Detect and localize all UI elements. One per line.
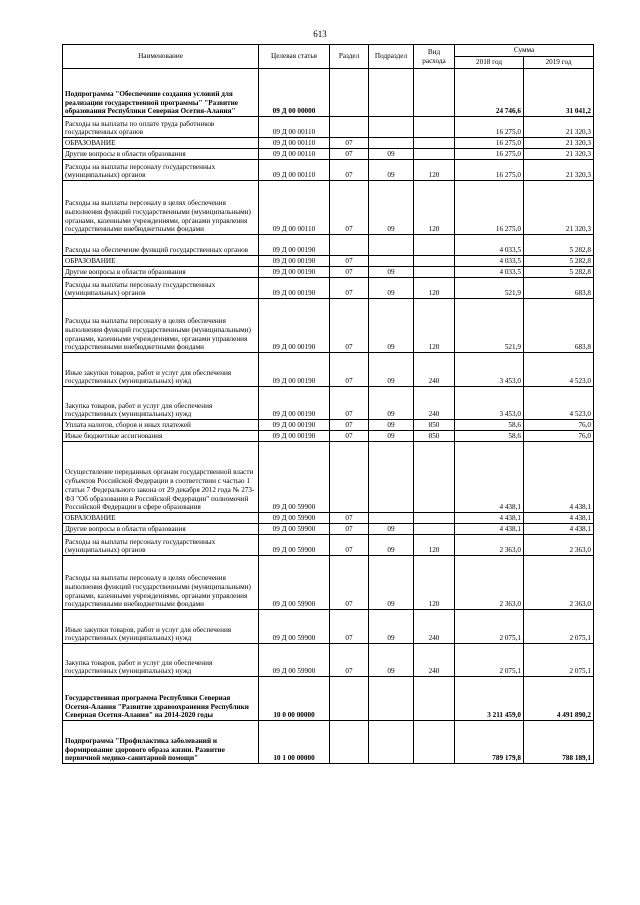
table-row [63,420,594,431]
row-target-code: 09 Д 00 59900 [259,644,330,677]
header-name: Наименование [63,45,259,69]
row-name: ОБРАЗОВАНИЕ [63,513,259,524]
row-sum-2018: 3 211 459,0 [455,677,524,721]
table-row [63,721,594,764]
row-target-code: 09 Д 00 00190 [259,267,330,278]
header-expense-type: Вид расхода [414,45,455,69]
row-target-code: 09 Д 00 00190 [259,420,330,431]
row-section: 07 [330,138,369,149]
row-expense-type: 240 [414,644,455,677]
row-section: 07 [330,160,369,181]
row-sum-2018: 4 033,5 [455,267,524,278]
row-expense-type: 120 [414,160,455,181]
row-sum-2018: 4 438,1 [455,442,524,513]
row-sum-2019: 4 438,1 [524,513,594,524]
row-sum-2019: 31 041,2 [524,69,594,117]
row-expense-type: 850 [414,431,455,442]
row-section: 07 [330,610,369,644]
table-row [63,160,594,181]
row-name: Расходы на выплаты персоналу государственных (муниципальных) органов [63,535,259,556]
page-number: 613 [313,29,327,39]
row-name: Расходы на обеспечение функций государственных органов [63,235,259,256]
row-sum-2018: 16 275,0 [455,138,524,149]
row-name: Подпрограмма "Обеспечение создания условий для реализации государственной программы" "Развитие образования Республики Северная Осетия-Алания" [63,69,259,117]
row-sum-2018: 521,9 [455,299,524,353]
row-name: Расходы на выплаты персоналу в целях обеспечения выполнения функций государственными (муниципальными) органами, казенными учреждениями, органами управления государственными внебюджетными фондами [63,556,259,610]
row-name: ОБРАЗОВАНИЕ [63,256,259,267]
row-target-code: 09 Д 00 00110 [259,181,330,235]
row-sum-2019: 21 320,3 [524,181,594,235]
row-subsection [369,513,414,524]
row-sum-2018: 2 075,1 [455,644,524,677]
row-target-code: 09 Д 00 59900 [259,610,330,644]
row-name: Осуществление переданных органам государственной власти субъектов Российской Федерации в соответствии с частью 1 статьи 7 Федерального закона от 29 декабря 2012 года № 273-ФЗ "Об образовании в Российской Федерации" полномочий Российской Федерации в сфере образования [63,442,259,513]
row-section [330,69,369,117]
row-target-code: 09 Д 00 00190 [259,235,330,256]
row-sum-2019: 5 282,8 [524,256,594,267]
header-2019: 2019 год [524,57,594,69]
row-sum-2018: 16 275,0 [455,149,524,160]
row-sum-2019: 4 523,0 [524,353,594,387]
row-section: 07 [330,181,369,235]
header-subsection: Подраздел [369,45,414,69]
row-expense-type [414,149,455,160]
row-subsection: 09 [369,644,414,677]
row-target-code: 10 1 00 00000 [259,721,330,764]
row-sum-2018: 16 275,0 [455,160,524,181]
row-expense-type [414,721,455,764]
row-target-code: 09 Д 00 00190 [259,387,330,420]
row-sum-2018: 521,9 [455,278,524,299]
row-section: 07 [330,299,369,353]
header-section: Раздел [330,45,369,69]
row-section [330,235,369,256]
row-name: Расходы на выплаты персоналу государственных (муниципальных) органов [63,278,259,299]
row-name: Закупка товаров, работ и услуг для обеспечения государственных (муниципальных) нужд [63,387,259,420]
table-row [63,267,594,278]
row-target-code: 09 Д 00 00190 [259,278,330,299]
table-row [63,535,594,556]
table-row [63,256,594,267]
row-name: Закупка товаров, работ и услуг для обеспечения государственных (муниципальных) нужд [63,644,259,677]
row-sum-2019: 76,0 [524,420,594,431]
row-sum-2018: 4 033,5 [455,256,524,267]
row-section: 07 [330,431,369,442]
row-expense-type [414,267,455,278]
row-subsection: 09 [369,524,414,535]
row-expense-type [414,677,455,721]
row-name: Другие вопросы в области образования [63,524,259,535]
row-target-code: 09 Д 00 59900 [259,524,330,535]
row-section: 07 [330,513,369,524]
row-sum-2018: 4 033,5 [455,235,524,256]
row-subsection: 09 [369,181,414,235]
row-sum-2018: 3 453,0 [455,387,524,420]
row-name: Иные закупки товаров, работ и услуг для обеспечения государственных (муниципальных) нужд [63,353,259,387]
table-row [63,149,594,160]
row-target-code: 09 Д 00 00110 [259,160,330,181]
row-target-code: 09 Д 00 00110 [259,117,330,138]
row-name: Расходы на выплаты персоналу в целях обеспечения выполнения функций государственными (муниципальными) органами, казенными учреждениями, органами управления государственными внебюджетными фондами [63,299,259,353]
row-expense-type [414,69,455,117]
row-name: Иные закупки товаров, работ и услуг для обеспечения государственных (муниципальных) нужд [63,610,259,644]
table-row [63,278,594,299]
row-expense-type: 240 [414,387,455,420]
row-section [330,442,369,513]
row-name: Другие вопросы в области образования [63,267,259,278]
row-sum-2019: 21 320,3 [524,138,594,149]
row-target-code: 09 Д 00 00110 [259,149,330,160]
row-sum-2018: 2 363,0 [455,556,524,610]
table-row [63,117,594,138]
row-name: ОБРАЗОВАНИЕ [63,138,259,149]
row-target-code: 09 Д 00 59900 [259,513,330,524]
row-sum-2019: 76,0 [524,431,594,442]
row-subsection: 09 [369,610,414,644]
row-sum-2018: 16 275,0 [455,117,524,138]
row-target-code: 09 Д 00 00110 [259,138,330,149]
row-sum-2019: 5 282,8 [524,235,594,256]
row-sum-2019: 2 363,0 [524,556,594,610]
table-row [63,677,594,721]
row-sum-2019: 683,8 [524,278,594,299]
row-sum-2018: 58,6 [455,420,524,431]
row-subsection [369,69,414,117]
row-subsection [369,117,414,138]
table-row [63,69,594,117]
row-subsection: 09 [369,267,414,278]
row-target-code: 09 Д 00 59900 [259,442,330,513]
row-sum-2019: 21 320,3 [524,160,594,181]
table-row [63,644,594,677]
row-sum-2019: 4 438,1 [524,442,594,513]
row-expense-type [414,442,455,513]
row-sum-2019: 2 075,1 [524,644,594,677]
row-section: 07 [330,278,369,299]
row-target-code: 09 Д 00 00000 [259,69,330,117]
row-target-code: 10 0 00 00000 [259,677,330,721]
header-sum: Сумма [455,45,594,57]
row-section: 07 [330,353,369,387]
table-row [63,138,594,149]
header-target: Целевая статья [259,45,330,69]
row-sum-2018: 4 438,1 [455,513,524,524]
row-section [330,721,369,764]
row-section: 07 [330,524,369,535]
row-expense-type [414,235,455,256]
row-expense-type [414,138,455,149]
row-subsection: 09 [369,278,414,299]
row-sum-2019: 2 075,1 [524,610,594,644]
row-name: Государственная программа Республики Северная Осетия-Алания "Развитие здравоохранения Республики Северная Осетия-Алания" на 2014-2020 годы [63,677,259,721]
row-subsection: 09 [369,431,414,442]
table-row [63,387,594,420]
row-sum-2019: 5 282,8 [524,267,594,278]
row-name: Подпрограмма "Профилактика заболеваний и формирование здорового образа жизни. Развитие первичной медико-санитарной помощи" [63,721,259,764]
row-expense-type: 850 [414,420,455,431]
row-subsection: 09 [369,420,414,431]
row-subsection [369,138,414,149]
row-section: 07 [330,149,369,160]
row-sum-2018: 2 075,1 [455,610,524,644]
row-name: Уплата налогов, сборов и иных платежей [63,420,259,431]
row-expense-type: 120 [414,535,455,556]
row-section [330,117,369,138]
row-expense-type: 120 [414,278,455,299]
row-section: 07 [330,535,369,556]
table-row [63,442,594,513]
row-subsection: 09 [369,535,414,556]
row-expense-type [414,256,455,267]
table-row [63,181,594,235]
table-row [63,556,594,610]
row-subsection: 09 [369,387,414,420]
table-row [63,610,594,644]
row-target-code: 09 Д 00 59900 [259,556,330,610]
row-sum-2018: 3 453,0 [455,353,524,387]
row-subsection [369,721,414,764]
row-sum-2019: 2 363,0 [524,535,594,556]
row-subsection: 09 [369,353,414,387]
row-expense-type [414,117,455,138]
row-section: 07 [330,256,369,267]
row-sum-2019: 683,8 [524,299,594,353]
row-target-code: 09 Д 00 00190 [259,353,330,387]
row-expense-type [414,513,455,524]
table-row [63,431,594,442]
row-subsection: 09 [369,149,414,160]
row-sum-2019: 4 491 890,2 [524,677,594,721]
row-subsection [369,256,414,267]
table-row [63,524,594,535]
row-sum-2018: 789 179,8 [455,721,524,764]
row-subsection: 09 [369,160,414,181]
row-expense-type: 240 [414,610,455,644]
row-section [330,677,369,721]
row-sum-2019: 4 438,1 [524,524,594,535]
row-sum-2018: 24 746,6 [455,69,524,117]
row-sum-2019: 4 523,0 [524,387,594,420]
row-sum-2019: 21 320,3 [524,149,594,160]
row-subsection [369,677,414,721]
header-2018: 2018 год [455,57,524,69]
row-subsection [369,235,414,256]
row-name: Расходы на выплаты персоналу государственных (муниципальных) органов [63,160,259,181]
row-sum-2019: 21 320,3 [524,117,594,138]
row-sum-2019: 788 189,1 [524,721,594,764]
row-target-code: 09 Д 00 00190 [259,431,330,442]
row-sum-2018: 16 275,0 [455,181,524,235]
row-subsection: 09 [369,299,414,353]
row-target-code: 09 Д 00 00190 [259,256,330,267]
row-sum-2018: 4 438,1 [455,524,524,535]
row-section: 07 [330,420,369,431]
row-expense-type [414,524,455,535]
row-name: Иные бюджетные ассигнования [63,431,259,442]
row-name: Расходы на выплаты персоналу в целях обеспечения выполнения функций государственными (муниципальными) органами, казенными учреждениями, органами управления государственными внебюджетными фондами [63,181,259,235]
row-expense-type: 120 [414,181,455,235]
row-expense-type: 240 [414,353,455,387]
row-section: 07 [330,387,369,420]
row-section: 07 [330,644,369,677]
table-row [63,513,594,524]
table-row [63,235,594,256]
row-name: Другие вопросы в области образования [63,149,259,160]
row-subsection: 09 [369,556,414,610]
budget-table [62,44,594,764]
row-target-code: 09 Д 00 59900 [259,535,330,556]
row-sum-2018: 58,6 [455,431,524,442]
row-name: Расходы на выплаты по оплате труда работников государственных органов [63,117,259,138]
row-section: 07 [330,267,369,278]
table-row [63,353,594,387]
row-expense-type: 120 [414,299,455,353]
row-subsection [369,442,414,513]
table-row [63,299,594,353]
row-expense-type: 120 [414,556,455,610]
row-sum-2018: 2 363,0 [455,535,524,556]
row-target-code: 09 Д 00 00190 [259,299,330,353]
row-section: 07 [330,556,369,610]
